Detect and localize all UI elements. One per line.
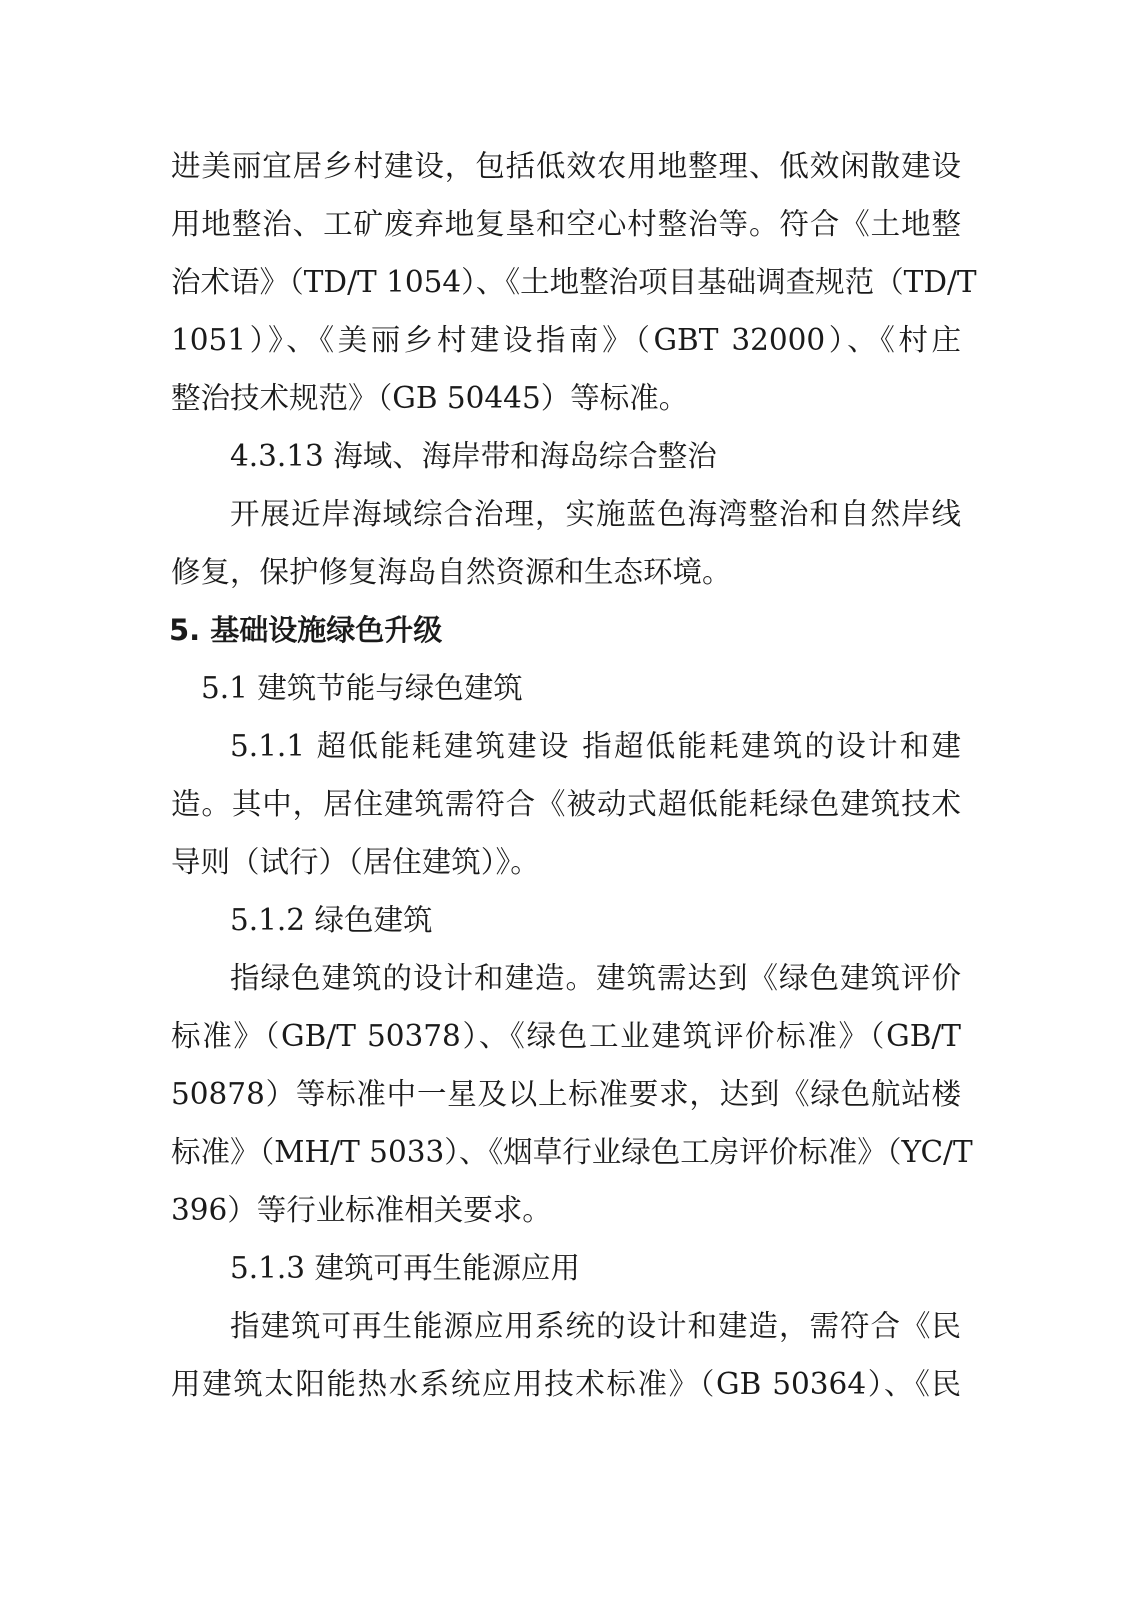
text-line: 整治技术规范》（GB 50445）等标准。 <box>171 381 689 415</box>
text-line: 造。其中，居住建筑需符合《被动式超低能耗绿色建筑技术 <box>171 787 961 821</box>
text-line: 用地整治、工矿废弃地复垦和空心村整治等。符合《土地整 <box>171 207 961 241</box>
text-line: 开展近岸海域综合治理，实施蓝色海湾整治和自然岸线 <box>230 497 961 531</box>
paragraph-5-1-1 <box>171 717 961 891</box>
text-line: 5.1.1 超低能耗建筑建设 指超低能耗建筑的设计和建 <box>230 729 961 763</box>
text-line: 修复，保护修复海岛自然资源和生态环境。 <box>171 555 732 589</box>
text-line: 50878）等标准中一星及以上标准要求，达到《绿色航站楼 <box>171 1077 961 1111</box>
section-5-heading: 5. 基础设施绿色升级 <box>169 613 443 647</box>
text-line: 396）等行业标准相关要求。 <box>171 1193 552 1227</box>
text-line: 进美丽宜居乡村建设，包括低效农用地整理、低效闲散建设 <box>171 149 961 183</box>
item-5-1-2-title: 5.1.2 绿色建筑 <box>230 903 433 937</box>
document-page <box>169 137 977 1413</box>
text-line: 1051）》、《美丽乡村建设指南》（GBT 32000）、《村庄 <box>171 323 961 357</box>
paragraph-4-3-13 <box>171 485 961 601</box>
item-5-1-3-title: 5.1.3 建筑可再生能源应用 <box>230 1251 580 1285</box>
text-line: 治术语》（TD/T 1054）、《土地整治项目基础调查规范（TD/T <box>171 265 977 299</box>
text-line: 标准》（GB/T 50378）、《绿色工业建筑评价标准》（GB/T <box>171 1019 961 1053</box>
text-line: 用建筑太阳能热水系统应用技术标准》（GB 50364）、《民 <box>171 1367 961 1401</box>
text-line: 标准》（MH/T 5033）、《烟草行业绿色工房评价标准》（YC/T <box>171 1135 973 1169</box>
paragraph-beautiful-village <box>171 137 977 427</box>
text-line: 指建筑可再生能源应用系统的设计和建造，需符合《民 <box>230 1309 961 1343</box>
text-line: 指绿色建筑的设计和建造。建筑需达到《绿色建筑评价 <box>230 961 961 995</box>
paragraph-5-1-3 <box>171 1297 961 1413</box>
item-4-3-13-title: 4.3.13 海域、海岸带和海岛综合整治 <box>230 439 717 473</box>
section-5-1-title: 5.1 建筑节能与绿色建筑 <box>201 671 523 705</box>
text-line: 导则（试行）（居住建筑）》。 <box>171 845 540 879</box>
paragraph-5-1-2 <box>171 949 973 1239</box>
